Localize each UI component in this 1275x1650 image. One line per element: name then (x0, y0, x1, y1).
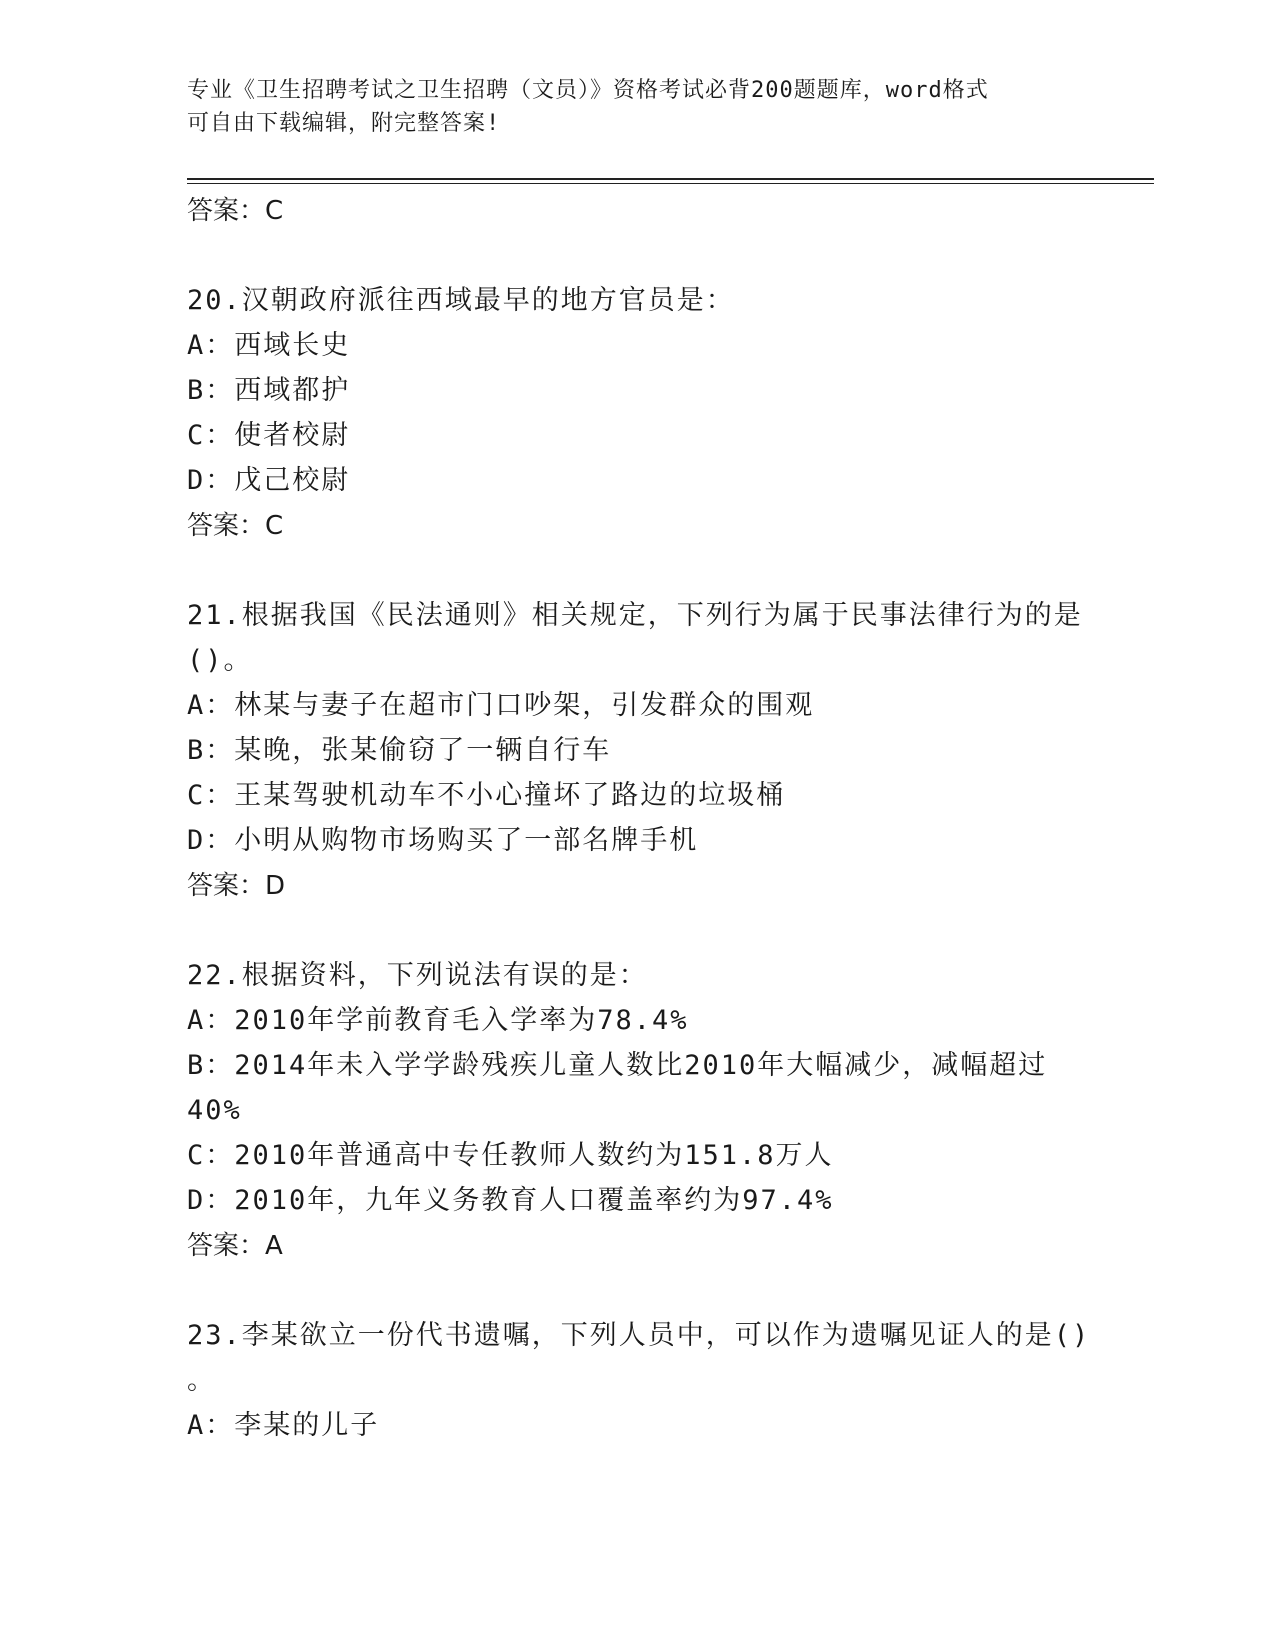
document-header (187, 74, 1087, 140)
option-c: C：使者校尉 (187, 420, 351, 451)
question-text: 22.根据资料，下列说法有误的是： (187, 960, 648, 991)
spacer (187, 1269, 1087, 1313)
option-d: D：2010年，九年义务教育人口覆盖率约为97.4% (187, 1185, 834, 1216)
answer-line: 答案：C (187, 196, 284, 226)
spacer (187, 549, 1087, 593)
question-block-21 (187, 593, 1087, 909)
option-c: C：2010年普通高中专任教师人数约为151.8万人 (187, 1140, 834, 1171)
question-text: 20.汉朝政府派往西域最早的地方官员是： (187, 285, 735, 316)
answer-line: 答案：C (187, 511, 284, 541)
header-divider-thin (187, 183, 1154, 184)
question-text-continued: ()。 (187, 645, 253, 676)
spacer (187, 909, 1087, 953)
question-block-20 (187, 278, 1087, 549)
option-a: A：2010年学前教育毛入学率为78.4% (187, 1005, 689, 1036)
option-b: B：某晚，张某偷窃了一辆自行车 (187, 735, 612, 766)
question-block-23 (187, 1313, 1091, 1448)
option-d: D：戊己校尉 (187, 465, 351, 496)
spacer (187, 234, 1087, 278)
question-text: 23.李某欲立一份代书遗嘱，下列人员中，可以作为遗嘱见证人的是() (187, 1320, 1091, 1351)
question-text: 21.根据我国《民法通则》相关规定，下列行为属于民事法律行为的是 (187, 600, 1083, 631)
option-d: D：小明从购物市场购买了一部名牌手机 (187, 825, 699, 856)
answer-line: 答案：D (187, 871, 286, 901)
question-list (187, 188, 1091, 1448)
option-a: A：李某的儿子 (187, 1410, 380, 1441)
header-line-1: 专业《卫生招聘考试之卫生招聘（文员）》资格考试必背200题题库，word格式 (187, 78, 989, 103)
header-line-2: 可自由下载编辑，附完整答案! (187, 111, 501, 136)
option-a: A：西域长史 (187, 330, 351, 361)
option-b: B：2014年未入学学龄残疾儿童人数比2010年大幅减少，减幅超过 (187, 1050, 1048, 1081)
answer-line: 答案：A (187, 1231, 283, 1261)
option-b-continued: 40% (187, 1095, 242, 1126)
option-b: B：西域都护 (187, 375, 351, 406)
header-divider-thick (187, 178, 1154, 180)
question-text-continued: 。 (187, 1365, 216, 1396)
option-a: A：林某与妻子在超市门口吵架，引发群众的围观 (187, 690, 815, 721)
option-c: C：王某驾驶机动车不小心撞坏了路边的垃圾桶 (187, 780, 786, 811)
question-block-22 (187, 953, 1087, 1269)
